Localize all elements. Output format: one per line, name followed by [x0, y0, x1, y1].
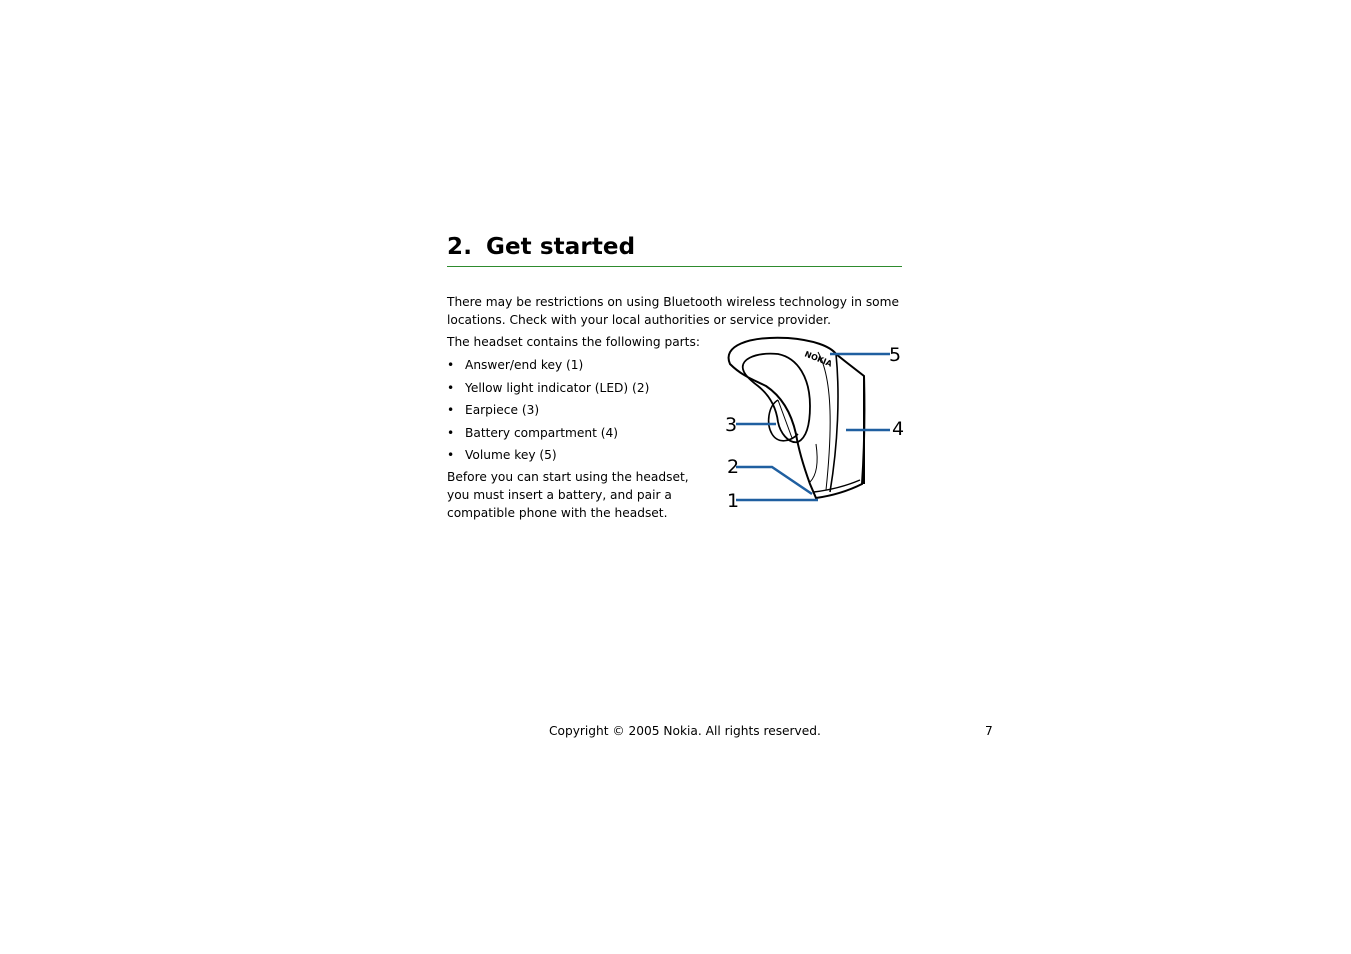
chapter-number: 2.: [447, 234, 473, 260]
before-paragraph: Before you can start using the headset, you must insert a battery, and pair a compatible phone with the headset.: [447, 470, 689, 520]
headset-illustration: [729, 338, 865, 498]
headset-diagram: [718, 334, 908, 514]
bullet-icon: •: [447, 425, 455, 440]
callout-line-2: [736, 467, 812, 494]
part-label: Earpiece (3): [465, 403, 540, 417]
footer-copyright: Copyright © 2005 Nokia. All rights reserved.: [549, 724, 821, 738]
list-item: [447, 424, 649, 447]
callout-number-5: 5: [889, 344, 902, 366]
part-label: Battery compartment (4): [465, 425, 619, 440]
part-label: Answer/end key (1): [465, 358, 584, 372]
bullet-icon: •: [447, 448, 455, 462]
page-number: 7: [985, 724, 993, 738]
parts-list: [447, 356, 649, 469]
callout-number-3: 3: [725, 414, 738, 436]
callout-number-1: 1: [727, 490, 740, 512]
bullet-icon: •: [447, 380, 455, 395]
chapter-title: Get started: [486, 234, 636, 260]
chapter-heading: [447, 232, 902, 267]
bullet-icon: •: [447, 358, 455, 372]
callout-number-4: 4: [892, 418, 905, 440]
list-item: [447, 379, 649, 402]
list-item: [447, 356, 649, 379]
brand-text: NOKIA: [803, 349, 834, 369]
callout-number-2: 2: [727, 456, 740, 478]
part-label: Yellow light indicator (LED) (2): [465, 380, 650, 395]
list-item: [447, 401, 649, 424]
bullet-icon: •: [447, 403, 455, 417]
list-item: [447, 446, 649, 469]
intro-paragraph: There may be restrictions on using Bluetooth wireless technology in some locations. Check with your local authorities or service provider.: [447, 295, 900, 327]
parts-lead-text: The headset contains the following parts:: [447, 335, 700, 349]
part-label: Volume key (5): [465, 448, 557, 462]
